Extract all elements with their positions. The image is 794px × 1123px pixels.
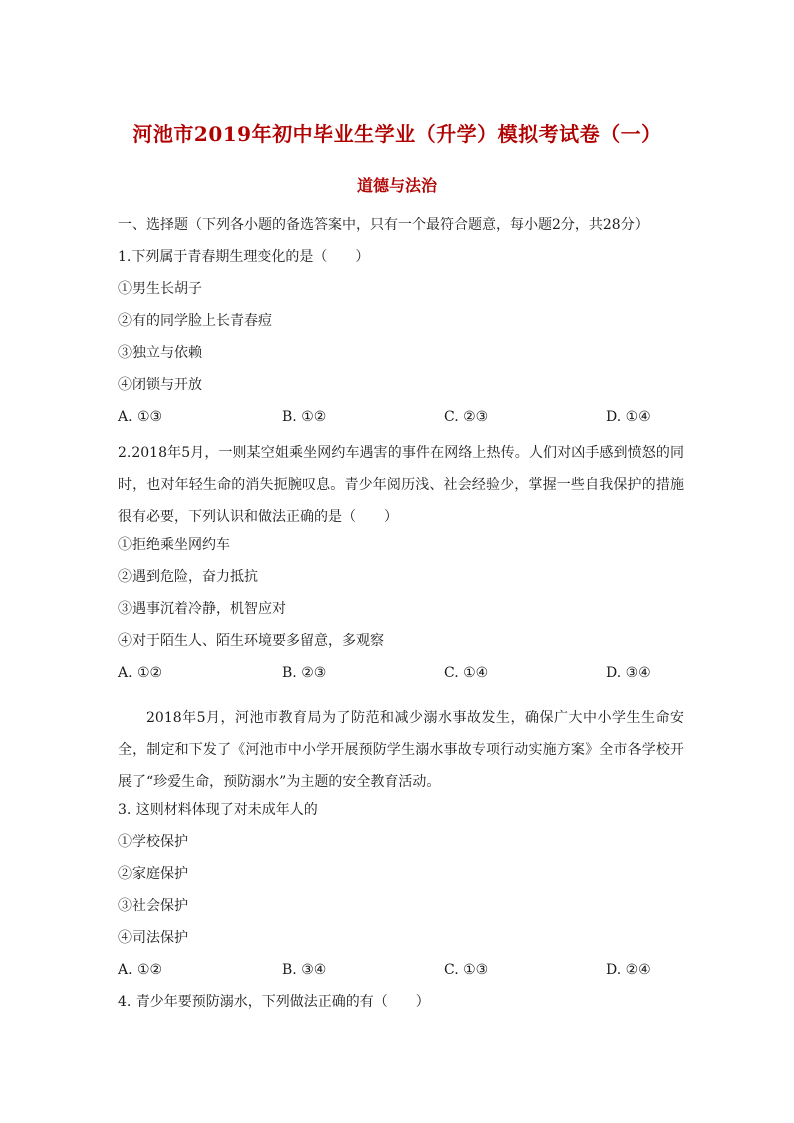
option-b: B. ③④: [282, 962, 327, 978]
question-2-stem: 2.2018年5月，一则某空姐乘坐网约车遇害的事件在网络上热传。人们对凶手感到愤怒的同时，也对年轻生命的消失扼腕叹息。青少年阅历浅、社会经验少，掌握一些自我保护的措施很有必要，下列认识和做法正确的是（ ）: [118, 445, 684, 525]
question-1-item: ④闭锁与开放: [118, 377, 202, 393]
section-heading: 一、选择题（下列各小题的备选答案中，只有一个最符合题意，每小题2分，共28分）: [118, 217, 649, 233]
option-a: A. ①②: [118, 665, 163, 681]
question-3-item: ①学校保护: [118, 834, 188, 850]
option-a: A. ①③: [118, 409, 163, 425]
question-2-item: ①拒绝乘坐网约车: [118, 537, 230, 553]
question-3-item: ④司法保护: [118, 930, 188, 946]
question-3-stem: 3. 这则材料体现了对未成年人的: [118, 802, 318, 818]
option-c: C. ②③: [444, 409, 489, 425]
option-b: B. ②③: [282, 665, 327, 681]
material-paragraph: 2018年5月，河池市教育局为了防范和减少溺水事故发生，确保广大中小学生生命安全，制定和下发了《河池市中小学开展预防学生溺水事故专项行动实施方案》全市各学校开展了“珍爱生命，预防溺水”为主题的安全教育活动。: [118, 710, 684, 790]
option-d: D. ①④: [606, 409, 651, 425]
question-3-item: ③社会保护: [118, 898, 188, 914]
question-4-stem: 4. 青少年要预防溺水，下列做法正确的有（ ）: [118, 994, 430, 1010]
option-c: C. ①④: [444, 665, 489, 681]
option-b: B. ①②: [282, 409, 327, 425]
option-d: D. ③④: [606, 665, 651, 681]
question-1-item: ①男生长胡子: [118, 281, 202, 297]
question-2-item: ④对于陌生人、陌生环境要多留意，多观察: [118, 633, 384, 649]
question-1-options: [118, 405, 684, 437]
subject-title: 道德与法治: [356, 176, 437, 195]
option-a: A. ①②: [118, 962, 163, 978]
question-1-item: ②有的同学脸上长青春痘: [118, 313, 272, 329]
option-d: D. ②④: [606, 962, 651, 978]
exam-title: 河池市2019年初中毕业生学业（升学）模拟考试卷（一）: [132, 122, 662, 146]
exam-content: [118, 213, 684, 1022]
question-2-options: [118, 661, 684, 693]
option-c: C. ①③: [444, 962, 489, 978]
question-1-item: ③独立与依赖: [118, 345, 202, 361]
question-3-options: [118, 958, 684, 990]
question-2-item: ②遇到危险，奋力抵抗: [118, 569, 258, 585]
question-1-stem: 1.下列属于青春期生理变化的是（ ）: [118, 249, 370, 265]
question-2-item: ③遇事沉着冷静，机智应对: [118, 601, 286, 617]
question-3-item: ②家庭保护: [118, 866, 188, 882]
